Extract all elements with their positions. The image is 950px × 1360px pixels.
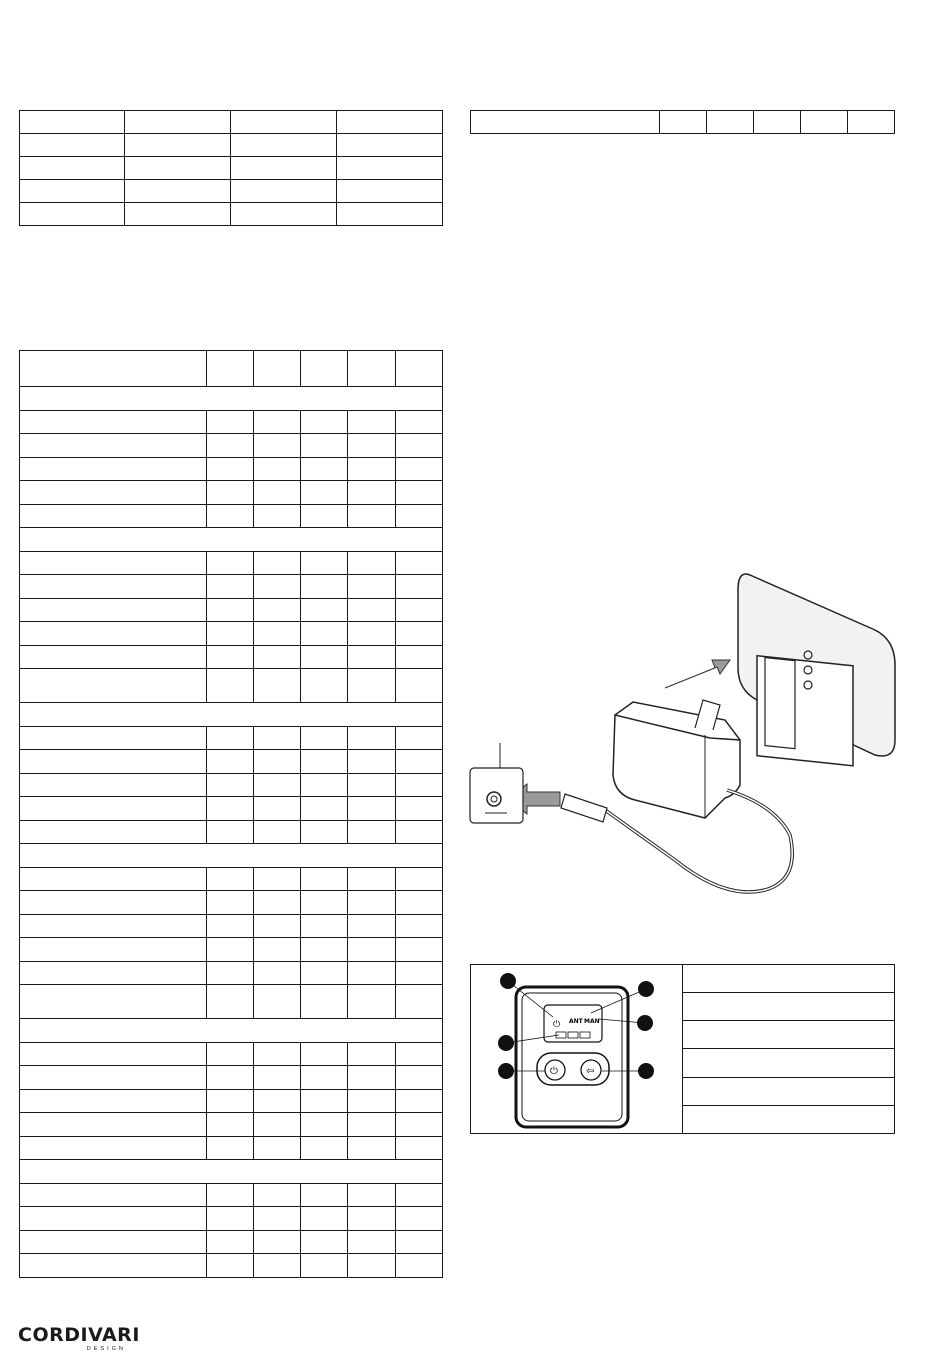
- table-row: [20, 1066, 443, 1090]
- table-row: [20, 1230, 443, 1254]
- jack-plug-icon: [561, 794, 607, 822]
- adapter-body: [613, 715, 740, 818]
- table-row: [20, 985, 443, 1019]
- brand-subtitle: DESIGN: [86, 1346, 126, 1352]
- legend-row: [683, 1021, 895, 1049]
- legend-row: [683, 993, 895, 1021]
- section-row: [20, 528, 443, 552]
- table-row: [20, 457, 443, 481]
- table-row: [20, 157, 443, 180]
- table-row: [20, 1089, 443, 1113]
- table-row: [20, 575, 443, 599]
- display-label-man: MAN: [584, 1018, 600, 1025]
- table-row: [471, 111, 895, 134]
- table-row: [20, 111, 443, 134]
- table-row: [20, 1042, 443, 1066]
- table-row: [20, 867, 443, 891]
- control-panel-illustration: [471, 965, 683, 1133]
- table-row: [20, 961, 443, 985]
- table-row: [20, 551, 443, 575]
- table-row: [20, 504, 443, 528]
- table-row: [20, 669, 443, 703]
- table-row: [20, 598, 443, 622]
- section-row: [20, 387, 443, 411]
- table-row: [20, 1183, 443, 1207]
- table-row: [20, 820, 443, 844]
- table-row: [20, 891, 443, 915]
- display-label-ant: ANT: [569, 1018, 583, 1025]
- table-row: [20, 773, 443, 797]
- table-row: [20, 203, 443, 226]
- table-row: [20, 797, 443, 821]
- table-header-row: [20, 351, 443, 387]
- power-symbol-icon: ⏻: [553, 1020, 561, 1030]
- table-row: [20, 938, 443, 962]
- legend-row: [683, 1049, 895, 1077]
- table-row: [20, 1207, 443, 1231]
- control-panel-legend: [470, 964, 895, 1134]
- legend-row: [683, 1077, 895, 1105]
- device-port-box: [470, 768, 523, 823]
- table-row: [20, 1113, 443, 1137]
- main-data-table: [19, 350, 443, 1278]
- table-row: [20, 180, 443, 203]
- table-row: [20, 1136, 443, 1160]
- mode-icon: ⇦: [586, 1066, 595, 1077]
- section-row: [20, 1160, 443, 1184]
- spec-table: [19, 110, 443, 226]
- brand-name: CORDIVARI: [18, 1324, 140, 1346]
- brand-logo: [18, 1326, 140, 1352]
- arrow-to-socket-icon: [665, 660, 730, 688]
- table-row: [20, 750, 443, 774]
- section-row: [20, 1019, 443, 1043]
- model-header-table: [470, 110, 895, 134]
- table-row: [20, 622, 443, 646]
- table-row: [20, 434, 443, 458]
- legend-row: [683, 1105, 895, 1133]
- table-row: [20, 1254, 443, 1278]
- table-row: [20, 914, 443, 938]
- power-icon: ⏻: [550, 1066, 558, 1077]
- legend-row: [683, 965, 895, 993]
- table-row: [20, 645, 443, 669]
- table-row: [20, 481, 443, 505]
- power-adapter-illustration: [465, 570, 905, 930]
- table-row: [20, 134, 443, 157]
- control-panel-figure-cell: [471, 965, 683, 1134]
- section-row: [20, 703, 443, 727]
- table-row: [20, 410, 443, 434]
- table-row: [20, 726, 443, 750]
- section-row: [20, 844, 443, 868]
